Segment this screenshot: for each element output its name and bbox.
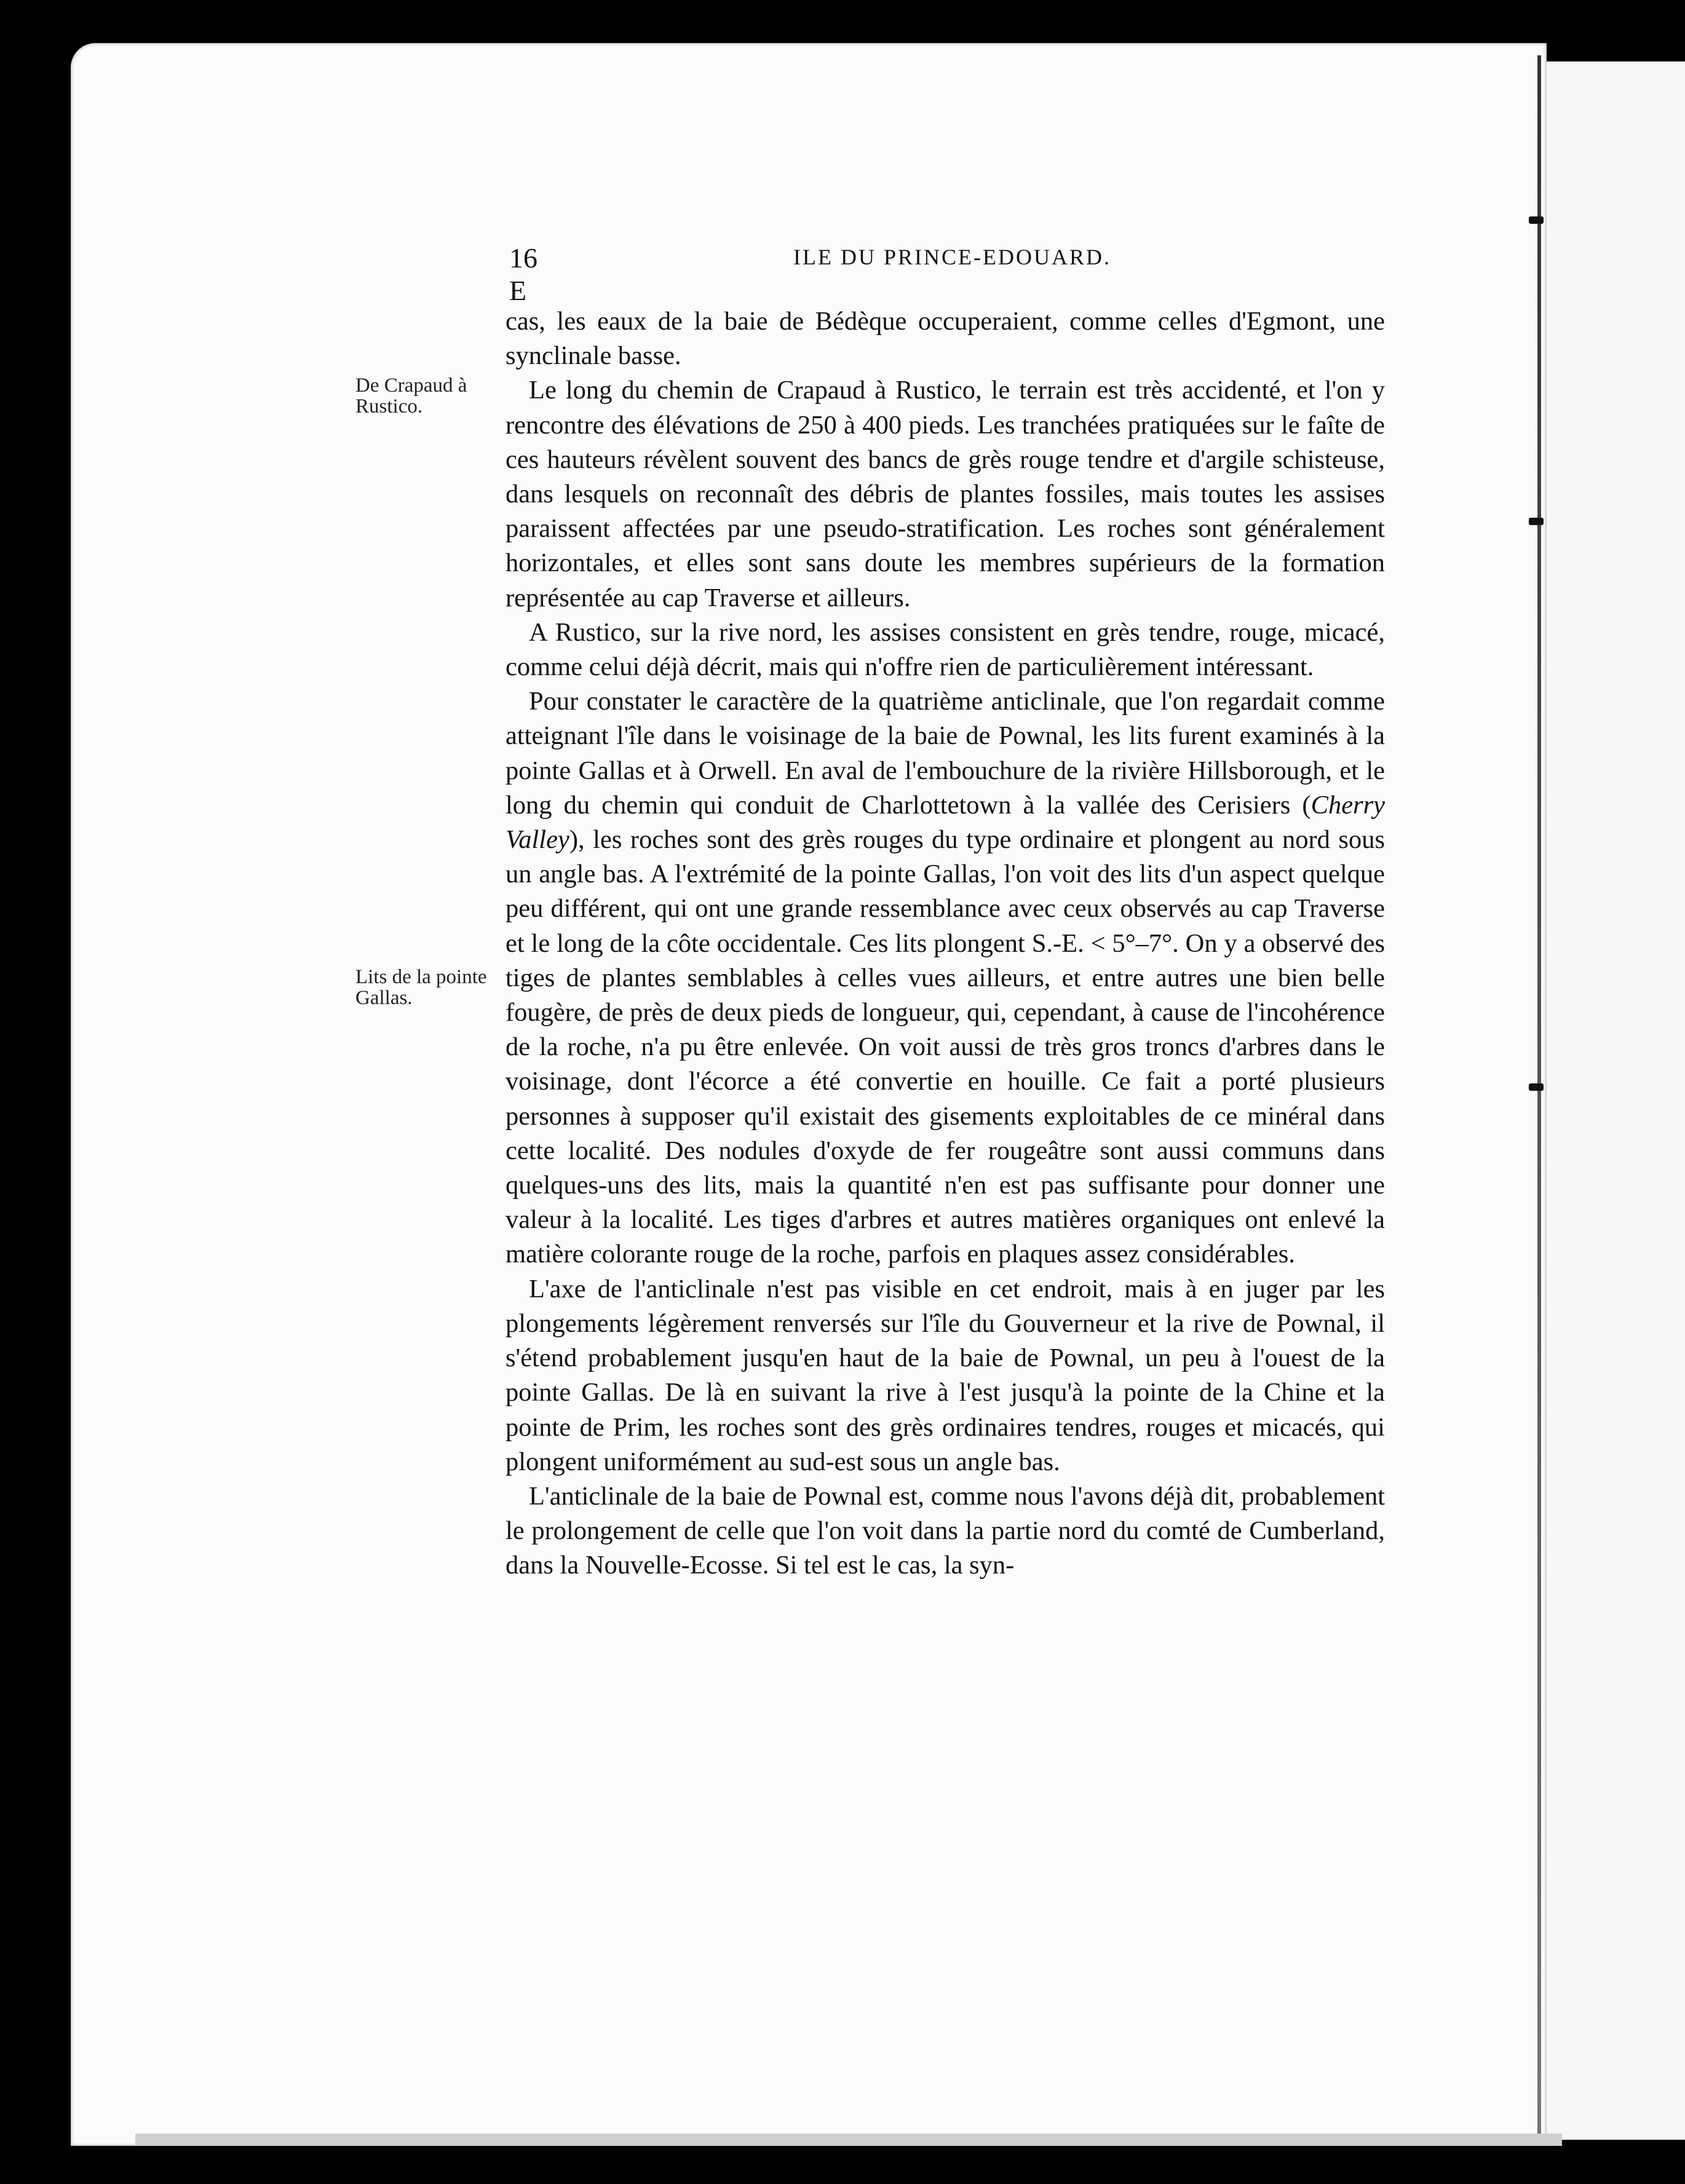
paragraph-text: Pour constater le caractère de la quatrième anticlinale, que l'on regardait comme atteignant l'île dans le voisinage de la baie de Pownal, les lits furent examinés à la pointe Gallas et à Orwell. En aval de l'embouchure de la rivière Hillsborough, et le long du chemin qui conduit de Charlottetown à la vallée des Cerisiers ( [506, 687, 1385, 820]
page-number: 16 E [509, 242, 537, 306]
running-title: ILE DU PRINCE-EDOUARD. [793, 245, 1111, 269]
page-fold [1537, 55, 1541, 2146]
italic-place-name: Cherry Valley [506, 790, 1385, 855]
binding-clip [1529, 216, 1544, 224]
binding-clip [1529, 1083, 1544, 1091]
adjacent-page [1547, 61, 1685, 2140]
paragraph: L'axe de l'anticlinale n'est pas visible en cet endroit, mais à en juger par les plongements légèrement renversés sur l'île du Gouverneur et la rive de Pownal, il s'étend probablement jusqu'en haut de la baie de Pownal, un peu à l'ouest de la pointe Gallas. De là en suivant la rive à l'est jusqu'à la pointe de la Chine et la pointe de Prim, les roches sont des grès ordinaires tendres, rouges et micacés, qui plongent uniformément au sud-est sous un angle bas. [506, 1274, 1385, 1476]
paragraph: A Rustico, sur la rive nord, les assises consistent en grès tendre, rouge, micacé, comme celui déjà décrit, mais qui n'offre rien de particulièrement intéressant. [506, 617, 1385, 682]
paragraph: cas, les eaux de la baie de Bédèque occuperaient, comme celles d'Egmont, une synclinale basse. [506, 307, 1385, 371]
page-bottom-edge [135, 2134, 1562, 2146]
paragraph [506, 684, 1385, 1272]
paragraph: L'anticlinale de la baie de Pownal est, comme nous l'avons déjà dit, probablement le prolongement de celle que l'on voit dans la partie nord du comté de Cumberland, dans la Nouvelle-Ecosse. Si tel est le cas, la syn- [506, 1481, 1385, 1580]
binding-clip [1529, 518, 1544, 525]
paragraph: Le long du chemin de Crapaud à Rustico, le terrain est très accidenté, et l'on y rencontre des élévations de 250 à 400 pieds. Les tranchées pratiquées sur le faîte de ces hauteurs révèlent souvent des bancs de grès rouge tendre et d'argile schisteuse, dans lesquels on reconnaît des débris de plantes fossiles, mais toutes les assises paraissent affectées par une pseudo-stratification. Les roches sont généralement horizontales, et elles sont sans doute les membres supérieurs de la formation représentée au cap Traverse et ailleurs. [506, 376, 1385, 612]
margin-note-crapaud: De Crapaud à Rustico. [355, 374, 467, 417]
margin-note-gallas: Lits de la pointe Gallas. [355, 966, 487, 1009]
body-text [506, 304, 1385, 1583]
paragraph-text: ), les roches sont des grès rouges du type ordinaire et plongent au nord sous un angle bas. A l'extrémité de la pointe Gallas, l'on voit des lits d'un aspect quelque peu différent, qui ont une grande ressemblance avec ceux observés au cap Traverse et le long de la côte occidentale. Ces lits plongent S.-E. < 5°–7°. On y a observé des tiges de plantes semblables à celles vues ailleurs, et entre autres une bien belle fougère, de près de deux pieds de longueur, qui, cependant, à cause de l'incohérence de la roche, n'a pu être enlevée. On voit aussi de très gros troncs d'arbres dans le voisinage, dont l'écorce a été convertie en houille. Ce fait a porté plusieurs personnes à supposer qu'il existait des gisements exploitables de ce minéral dans cette localité. Des nodules d'oxyde de fer rougeâtre sont aussi communs dans quelques-uns des lits, mais la quantité n'en est pas suffisante pour donner une valeur à la localité. Les tiges d'arbres et autres matières organiques ont enlevé la matière colorante rouge de la roche, parfois en plaques assez considérables. [506, 825, 1385, 1269]
